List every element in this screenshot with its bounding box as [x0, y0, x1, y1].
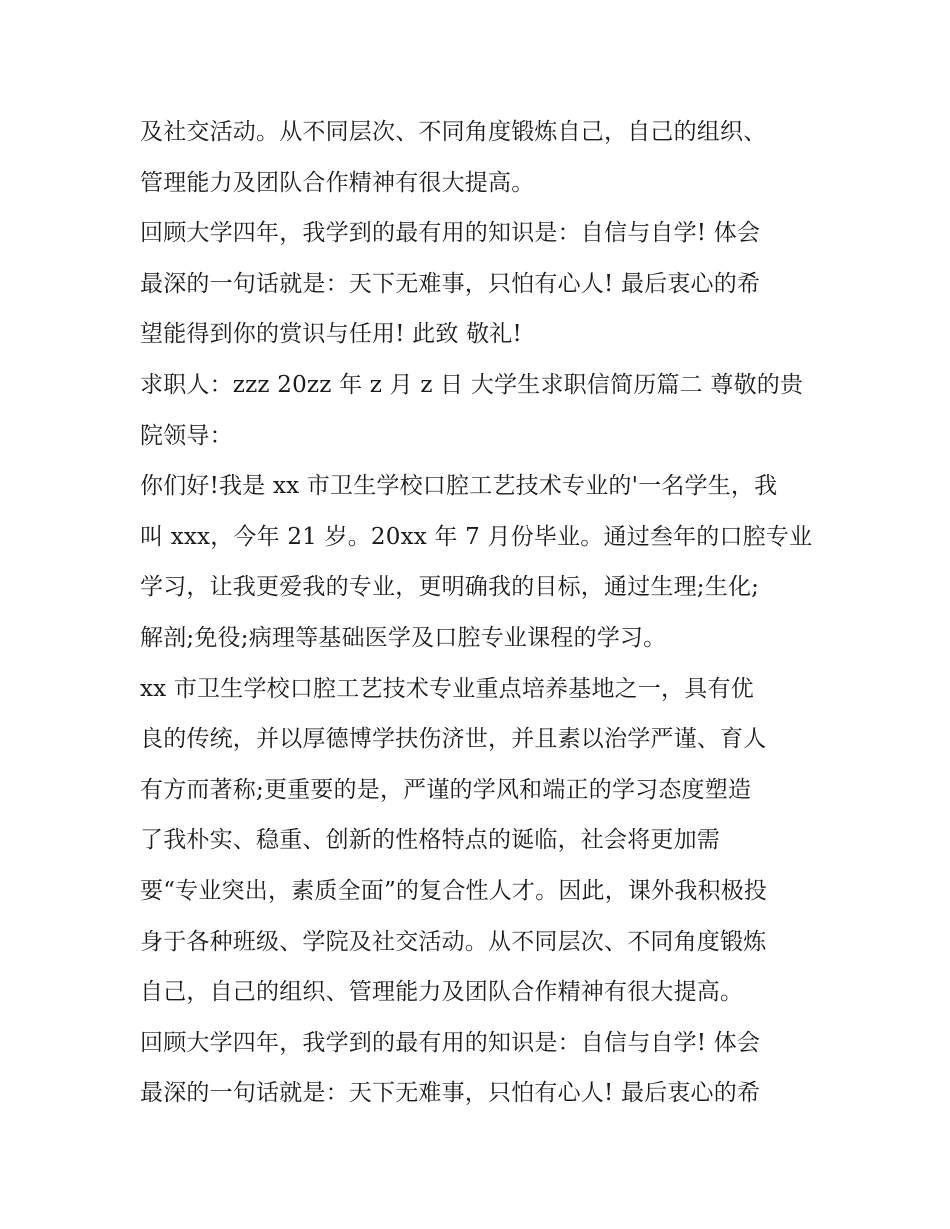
text-line: 自己，自己的组织、管理能力及团队合作精神有很大提高。: [140, 979, 744, 1006]
text-line: 求职人：zzz 20zz 年 z 月 z 日 大学生求职信简历篇二 尊敬的贵: [140, 371, 804, 398]
text-line: xx 市卫生学校口腔工艺技术专业重点培养基地之一，具有优: [140, 675, 754, 702]
text-line: 回顾大学四年，我学到的最有用的知识是：自信与自学! 体会: [140, 1029, 761, 1056]
text-line: 最深的一句话就是：天下无难事，只怕有心人! 最后衷心的希: [140, 1080, 761, 1107]
text-line: 学习，让我更爱我的专业，更明确我的目标，通过生理;生化;: [140, 574, 760, 601]
text-line: 管理能力及团队合作精神有很大提高。: [140, 169, 535, 196]
text-line: 叫 xxx，今年 21 岁。20xx 年 7 月份毕业。通过叁年的口腔专业: [140, 523, 813, 550]
text-line: 最深的一句话就是：天下无难事，只怕有心人! 最后衷心的希: [140, 270, 761, 297]
text-line: 良的传统，并以厚德博学扶伤济世，并且素以治学严谨、育人: [140, 726, 767, 753]
text-line: 院领导：: [140, 422, 233, 449]
text-line: 要“专业突出，素质全面”的复合性人才。因此，课外我积极投: [140, 877, 768, 904]
text-line: 你们好!我是 xx 市卫生学校口腔工艺技术专业的'一名学生，我: [140, 473, 778, 500]
text-line: 望能得到你的赏识与任用! 此致 敬礼!: [140, 321, 522, 348]
text-line: 有方而著称;更重要的是，严谨的学风和端正的学习态度塑造: [140, 776, 752, 803]
text-line: 了我朴实、稳重、创新的性格特点的诞临，社会将更加需: [140, 827, 720, 854]
text-line: 及社交活动。从不同层次、不同角度锻炼自己，自己的组织、: [140, 119, 767, 145]
text-line: 回顾大学四年，我学到的最有用的知识是：自信与自学! 体会: [140, 220, 761, 247]
text-line: 身于各种班级、学院及社交活动。从不同层次、不同角度锻炼: [140, 928, 767, 955]
document-body: [140, 107, 820, 1119]
text-line: 解剖;免役;病理等基础医学及口腔专业课程的学习。: [140, 624, 667, 651]
